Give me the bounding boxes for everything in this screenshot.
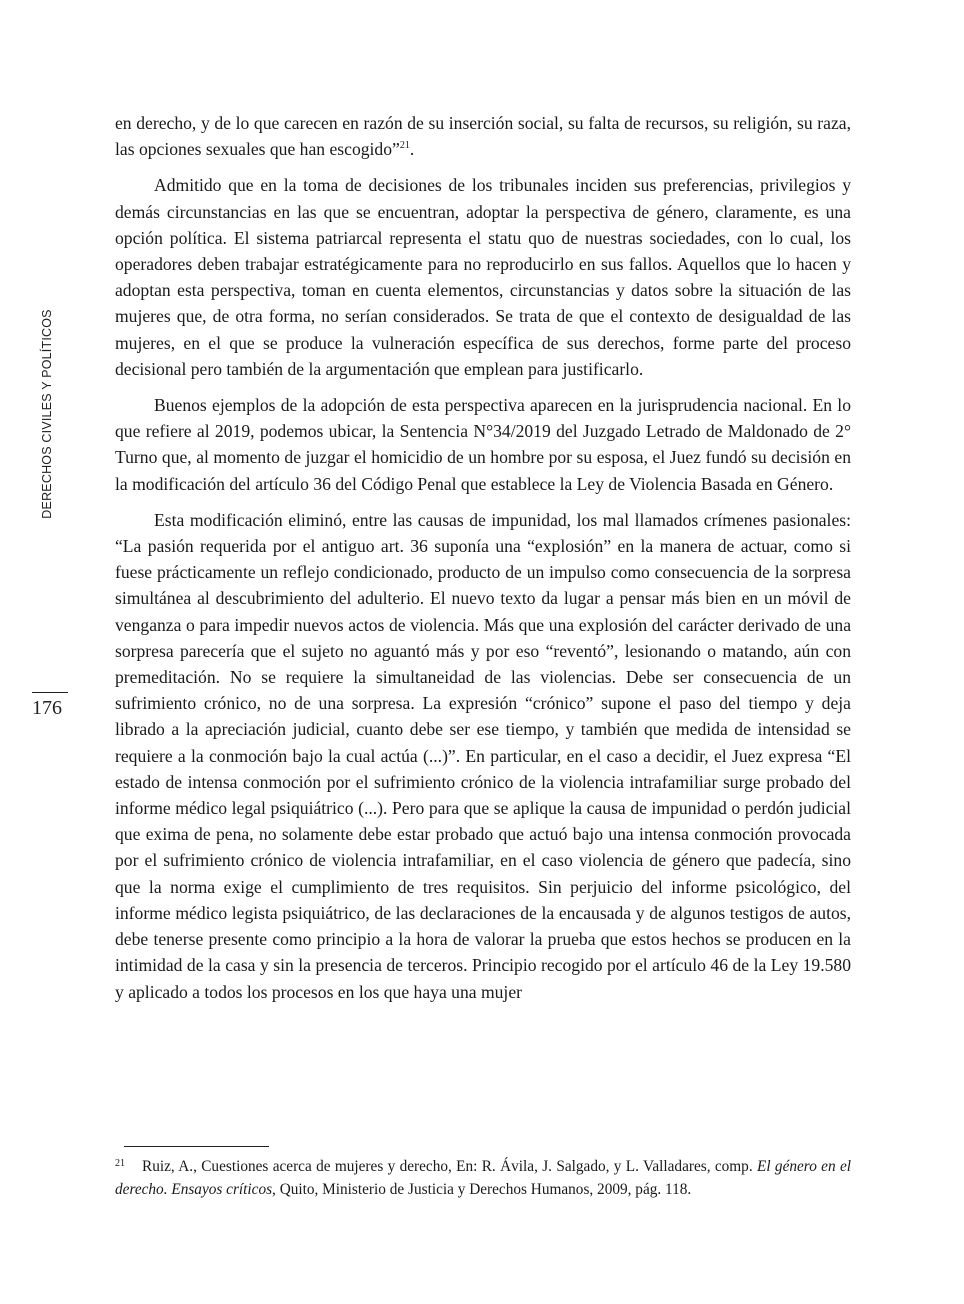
footnote-citation-tail: , Quito, Ministerio de Justicia y Derechos Humanos, 2009, pág. 118. xyxy=(272,1181,692,1198)
footnote-rule xyxy=(124,1146,269,1147)
paragraph-text: en derecho, y de lo que carecen en razón de su inserción social, su falta de recursos, su religión, su raza, las opciones sexuales que han escogido” xyxy=(115,113,851,160)
page-number-rule xyxy=(32,692,68,693)
page-number: 176 xyxy=(32,697,62,719)
body-text xyxy=(115,110,851,1015)
paragraph: Esta modificación eliminó, entre las causas de impunidad, los mal llamados crímenes pasionales: “La pasión requerida por el antiguo art. 36 suponía una “explosión” en la manera de actuar, como si fuese prácticamente un reflejo condicionado, producto de un impulso como consecuencia de la sorpresa simultánea al descubrimiento del adulterio. El nuevo texto da lugar a pensar más bien en un móvil de venganza o para impedir nuevos actos de violencia. Más que una explosión del carácter derivado de una sorpresa parecería que el sujeto no aguantó más y por eso “reventó”, lesionando o matando, aún con premeditación. No se requiere la simultaneidad de las violencias. Debe ser consecuencia de un sufrimiento crónico, no de una sorpresa. La expresión “crónico” supone el paso del tiempo y deja librado a la apreciación judicial, cuanto debe ser ese tiempo, y también que medida de intensidad se requiere a la conmoción bajo la cual actúa (...)”. En particular, en el caso a decidir, el Juez expresa “El estado de intensa conmoción por el sufrimiento crónico de la violencia intrafamiliar surge probado del informe médico legal psiquiátrico (...). Pero para que se aplique la causa de impunidad o perdón judicial que exima de pena, no solamente debe estar probado que actuó bajo una intensa conmoción provocada por el sufrimiento crónico de violencia intrafamiliar, en el caso violencia de género que padecía, sino que la norma exige el cumplimiento de tres requisitos. Sin perjuicio del informe psicológico, del informe médico legista psiquiátrico, de las declaraciones de la encausada y de algunos testigos de autos, debe tenerse presente como principio a la hora de valorar la prueba que estos hechos se producen en la intimidad de la casa y sin la presencia de terceros. Principio recogido por el artículo 46 de la Ley 19.580 y aplicado a todos los procesos en los que haya una mujer xyxy=(115,509,851,1002)
footnote-number: 21 xyxy=(115,1158,125,1169)
footnote-text: Ruiz, A., Cuestiones acerca de mujeres y derecho, En: R. Ávila, J. Salgado, y L. Valladares, comp. xyxy=(142,1158,757,1175)
paragraph: Buenos ejemplos de la adopción de esta perspectiva aparecen en la jurisprudencia nacional. En lo que refiere al 2019, podemos ubicar, la Sentencia N°34/2019 del Juzgado Letrado de Maldonado de 2° Turno que, al momento de juzgar el homicidio de un hombre por su esposa, el Juez fundó su decisión en la modificación del artículo 36 del Código Penal que establece la Ley de Violencia Basada en Género. xyxy=(115,395,851,494)
footnote xyxy=(115,1152,851,1201)
footnote-ref: 21 xyxy=(399,140,410,152)
paragraph xyxy=(115,110,851,162)
section-title: DERECHOS CIVILES Y POLÍTICOS xyxy=(40,309,54,519)
paragraph: Admitido que en la toma de decisiones de los tribunales inciden sus preferencias, privilegios y demás circunstancias en las que se encuentran, adoptar la perspectiva de género, claramente, es una opción política. El sistema patriarcal representa el statu quo de nuestras sociedades, con lo cual, los operadores deben trabajar estratégicamente para no reproducirlo en sus fallos. Aquellos que lo hacen y adoptan esta perspectiva, toman en cuenta elementos, circunstancias y datos sobre la situación de las mujeres que, de otra forma, no serían considerados. Se trata de que el contexto de desigualdad de las mujeres, en el que se produce la vulneración específica de sus derechos, forme parte del proceso decisional pero también de la argumentación que emplean para justificarlo. xyxy=(115,175,851,379)
footnote-book-title: El género en el derecho. Ensayos críticos xyxy=(115,1158,851,1198)
paragraph-tail: . xyxy=(409,139,415,160)
